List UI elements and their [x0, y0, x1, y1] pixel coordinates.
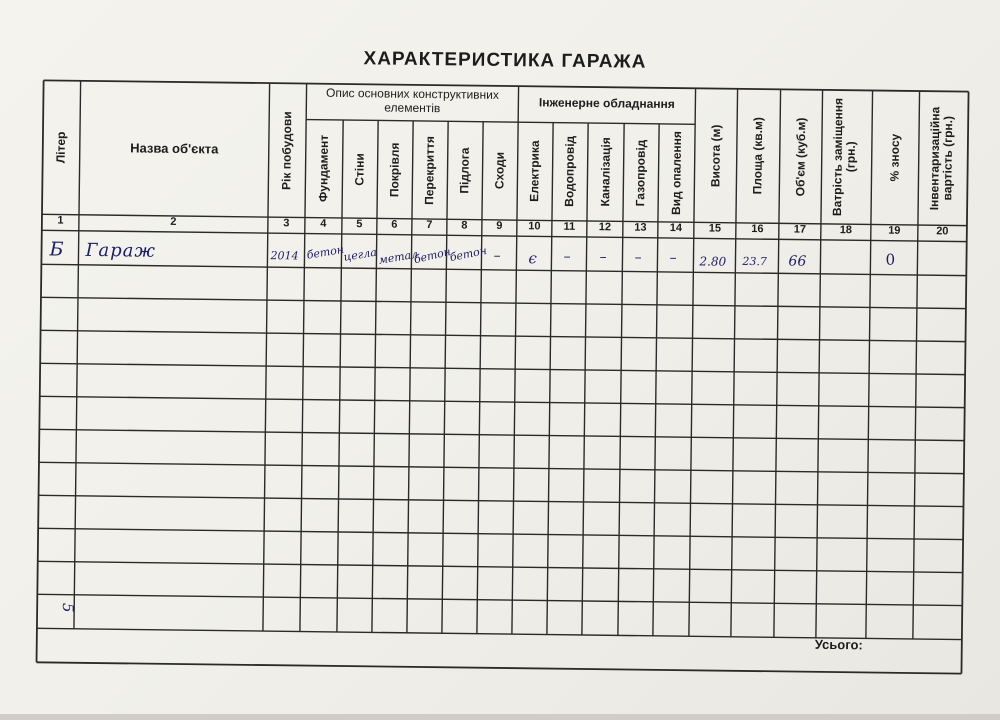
cell-water: – — [563, 248, 571, 265]
cell-floor: бетон — [448, 243, 488, 265]
cell-gas: – — [634, 249, 642, 266]
col-number: 13 — [634, 221, 647, 234]
cell-year: 2014 — [270, 249, 299, 263]
cell-sewer: – — [599, 249, 607, 266]
col-number: 18 — [839, 224, 853, 237]
header-replacement: Ватрість заміщення (грн.) — [830, 97, 858, 217]
header-electric: Електрика — [527, 140, 542, 203]
header-year: Рік побудови — [279, 110, 295, 190]
grid-line — [40, 363, 965, 374]
grid-line — [41, 297, 966, 308]
header-height: Висота (м) — [707, 124, 723, 187]
col-number: 16 — [751, 222, 764, 236]
grid-line — [38, 561, 963, 572]
header-water: Водопровід — [562, 136, 577, 208]
cell-foundation: бетон — [305, 242, 345, 262]
col-number: 9 — [496, 219, 503, 232]
col-number: 15 — [708, 222, 722, 235]
col-number: 6 — [391, 218, 398, 231]
grid-line — [41, 330, 966, 341]
col-number: 17 — [793, 223, 807, 236]
header-group-engineering: Інженерне обладнання — [538, 95, 675, 112]
header-walls: Стіни — [352, 152, 367, 186]
grid-line — [40, 396, 965, 407]
grid-line — [37, 594, 962, 605]
cell-name: Гараж — [85, 239, 157, 262]
col-number: 19 — [888, 224, 901, 237]
header-inventory: Інвентаризаційна вартість (грн.) — [926, 106, 955, 211]
col-number: 7 — [426, 219, 433, 232]
header-stairs: Сходи — [492, 152, 507, 190]
cell-area: 23.7 — [742, 254, 768, 269]
col-number: 8 — [461, 219, 468, 232]
col-number: 20 — [936, 225, 949, 238]
header-liter: Літер — [53, 131, 68, 164]
grid-line — [39, 462, 964, 473]
col-number: 14 — [669, 222, 683, 235]
col-number: 12 — [598, 221, 612, 234]
header-roof: Покрівля — [387, 142, 402, 197]
cell-roof: метал — [377, 247, 419, 267]
header-area: Площа (кв.м) — [750, 117, 766, 195]
cell-liter: Б — [49, 238, 64, 261]
header-volume: Об'єм (куб.м) — [792, 117, 808, 197]
margin-mark: 5 — [58, 602, 78, 613]
grid-line — [38, 528, 963, 539]
col-number: 5 — [356, 218, 363, 231]
header-wear: % зносу — [887, 133, 903, 182]
col-number: 2 — [170, 215, 177, 228]
grid-line — [41, 264, 966, 275]
col-number: 11 — [563, 220, 576, 233]
col-number: 10 — [528, 220, 541, 233]
total-label: Усього: — [814, 636, 863, 653]
header-sewer: Каналізація — [597, 137, 613, 207]
document-title: ХАРАКТЕРИСТИКА ГАРАЖА — [363, 48, 647, 73]
header-foundation: Фундамент — [316, 135, 331, 203]
header-heating: Вид опалення — [668, 131, 684, 216]
cell-heating: – — [669, 250, 677, 267]
grid-line — [39, 495, 964, 506]
cell-volume: 66 — [788, 253, 807, 270]
header-name: Назва об'єкта — [130, 140, 219, 157]
col-number: 1 — [57, 214, 64, 227]
cell-stairs: – — [493, 247, 501, 264]
table-border — [37, 662, 962, 673]
header-group-construct: Опис основних конструктивних елементів — [325, 85, 500, 116]
header-gas: Газопровід — [633, 139, 648, 207]
cell-electric: є — [528, 249, 538, 268]
col-number: 4 — [320, 217, 327, 230]
grid-line — [39, 429, 964, 440]
header-floor: Підлога — [457, 147, 472, 194]
cell-wear: 0 — [885, 250, 896, 269]
cell-ceiling: бетон — [412, 244, 453, 267]
header-ceiling: Перекриття — [422, 135, 437, 205]
cell-height: 2.80 — [699, 254, 727, 269]
col-number: 3 — [283, 217, 290, 230]
cell-walls: цегла — [342, 245, 378, 264]
